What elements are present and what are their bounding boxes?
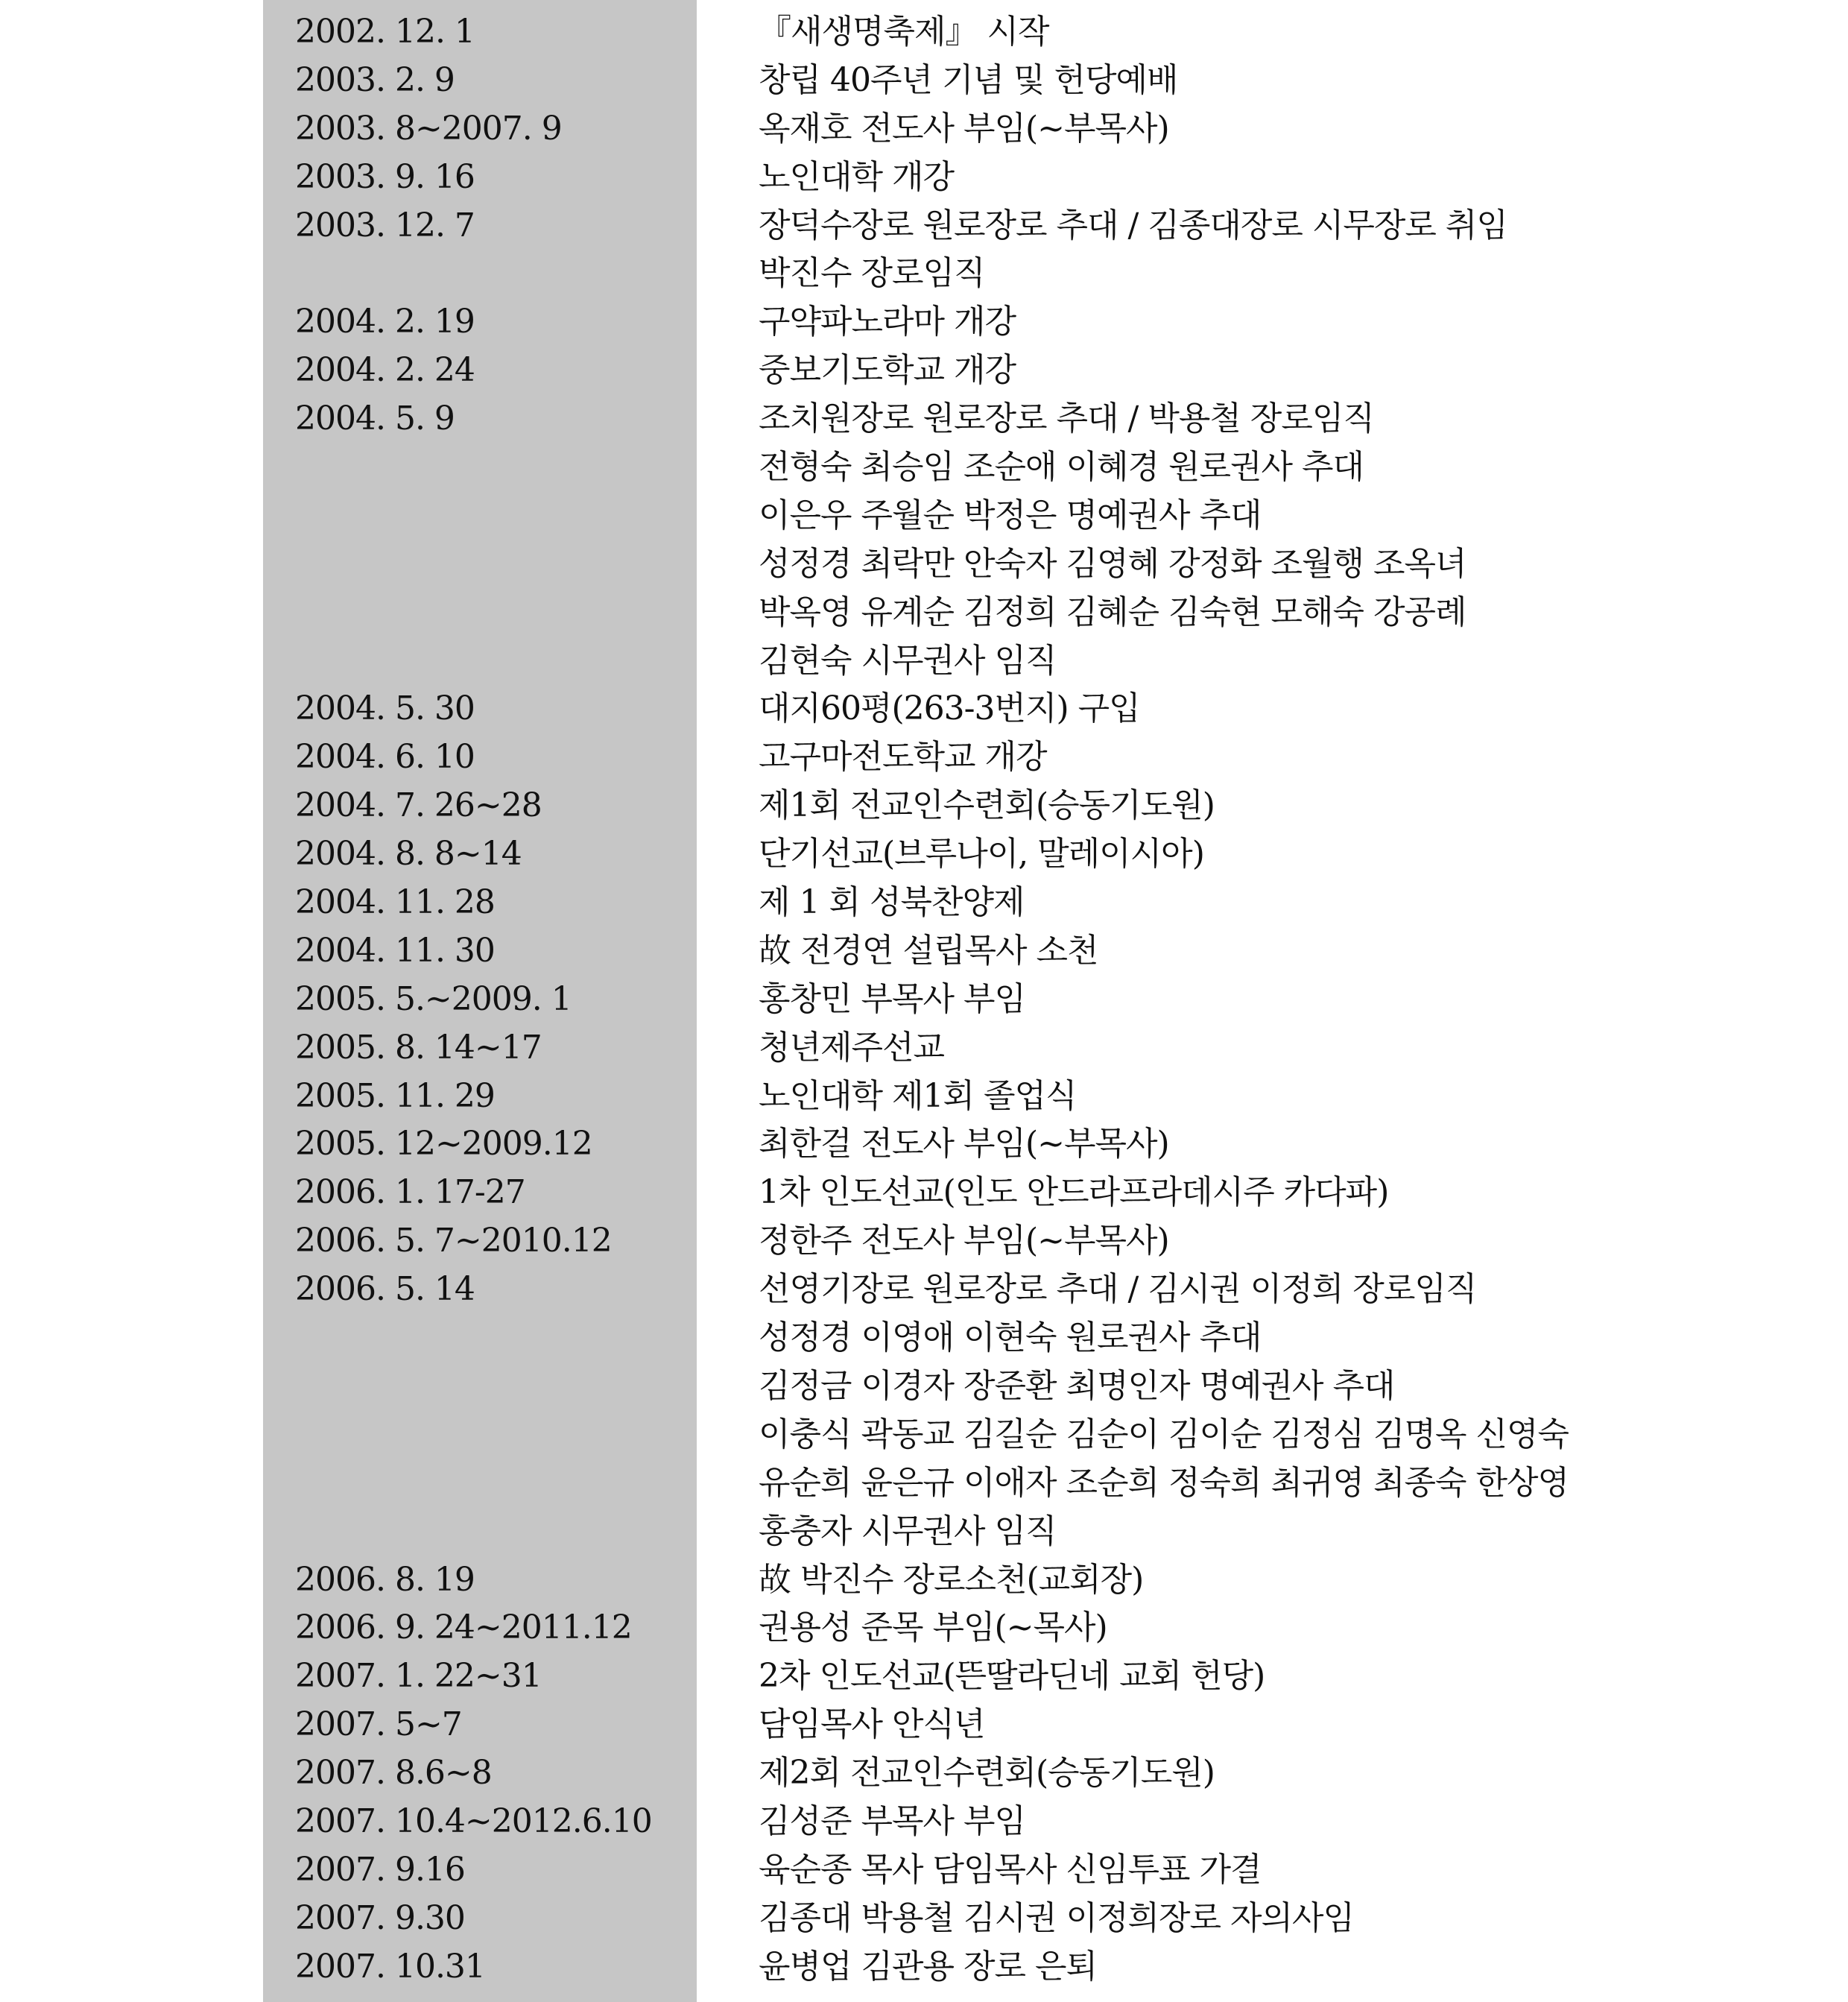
timeline-event: 제1회 전교인수련회(승동기도원): [759, 786, 1215, 825]
timeline-row: [0, 443, 1848, 492]
timeline-event: 권용성 준목 부임(~목사): [759, 1608, 1107, 1647]
timeline-date: 2004. 11. 28: [295, 883, 495, 922]
timeline-event: 창립 40주년 기념 및 헌당예배: [759, 60, 1178, 99]
timeline-date: 2004. 5. 9: [295, 400, 455, 438]
timeline-date: 2006. 1. 17-27: [295, 1173, 525, 1212]
timeline-event: 『새생명축제』 시작: [759, 13, 1049, 51]
timeline-date: 2007. 5~7: [295, 1705, 462, 1744]
timeline-date: 2003. 9. 16: [295, 157, 475, 196]
timeline-row: [0, 1362, 1848, 1411]
timeline-date: 2004. 2. 19: [295, 303, 475, 341]
timeline-date: 2006. 8. 19: [295, 1560, 475, 1599]
timeline-date: 2006. 9. 24~2011.12: [295, 1608, 632, 1647]
timeline-event: 청년제주선교: [759, 1028, 945, 1067]
timeline-event: 정한주 전도사 부임(~부목사): [759, 1222, 1169, 1260]
timeline-date: 2005. 8. 14~17: [295, 1028, 542, 1067]
timeline-date: 2002. 12. 1: [295, 13, 475, 51]
timeline-row: [0, 782, 1848, 830]
timeline-event: 중보기도학교 개강: [759, 351, 1016, 390]
timeline-date: 2007. 9.30: [295, 1898, 465, 1937]
timeline-event: 대지60평(263-3번지) 구입: [759, 689, 1140, 728]
timeline-event: 김종대 박용철 김시권 이정희장로 자의사임: [759, 1898, 1355, 1937]
timeline-date: 2007. 10.31: [295, 1947, 485, 1986]
timeline-row: [0, 1604, 1848, 1652]
timeline-row: [0, 105, 1848, 154]
timeline-event: 단기선교(브루나이, 말레이시아): [759, 835, 1204, 874]
timeline-date: 2007. 8.6~8: [295, 1754, 492, 1793]
timeline-row: [0, 1217, 1848, 1266]
timeline-row: [0, 1846, 1848, 1895]
timeline-event: 최한걸 전도사 부임(~부목사): [759, 1125, 1169, 1163]
timeline-event: 구약파노라마 개강: [759, 303, 1016, 341]
timeline-row: [0, 250, 1848, 298]
timeline-row: [0, 1798, 1848, 1846]
timeline-event: 이충식 곽동교 김길순 김순이 김이순 김정심 김명옥 신영숙: [759, 1415, 1569, 1453]
timeline-event: 윤병업 김관용 장로 은퇴: [759, 1947, 1097, 1986]
timeline-event: 노인대학 개강: [759, 157, 955, 196]
timeline-event: 제 1 회 성북찬양제: [759, 883, 1025, 922]
timeline-row: [0, 976, 1848, 1024]
timeline-row: [0, 830, 1848, 879]
timeline-event: 유순희 윤은규 이애자 조순희 정숙희 최귀영 최종숙 한상영: [759, 1463, 1569, 1502]
timeline-event: 노인대학 제1회 졸업식: [759, 1076, 1077, 1115]
timeline-row: [0, 8, 1848, 57]
timeline-date: 2003. 8~2007. 9: [295, 109, 562, 148]
timeline-row: [0, 1024, 1848, 1073]
timeline-row: [0, 395, 1848, 443]
timeline-event: 고구마전도학교 개강: [759, 738, 1047, 777]
timeline-date: 2007. 9.16: [295, 1850, 465, 1889]
timeline-row: [0, 492, 1848, 540]
timeline-event: 성정경 최락만 안숙자 김영혜 강정화 조월행 조옥녀: [759, 544, 1466, 583]
timeline-event: 성정경 이영애 이현숙 원로권사 추대: [759, 1319, 1262, 1357]
timeline-row: [0, 1943, 1848, 1992]
timeline-row: [0, 1508, 1848, 1556]
timeline-row: [0, 1895, 1848, 1943]
timeline-event: 선영기장로 원로장로 추대 / 김시권 이정희 장로임직: [759, 1270, 1477, 1309]
timeline-event: 김정금 이경자 장준환 최명인자 명예권사 추대: [759, 1366, 1395, 1405]
timeline: [0, 8, 1848, 1992]
timeline-row: [0, 1073, 1848, 1121]
timeline-row: [0, 1556, 1848, 1605]
timeline-event: 홍충자 시무권사 임직: [759, 1512, 1057, 1550]
timeline-event: 박옥영 유계순 김정희 김혜순 김숙현 모해숙 강공례: [759, 593, 1466, 631]
timeline-row: [0, 202, 1848, 250]
timeline-row: [0, 685, 1848, 733]
timeline-row: [0, 1701, 1848, 1749]
timeline-event: 김현숙 시무권사 임직: [759, 641, 1057, 680]
timeline-event: 김성준 부목사 부임: [759, 1802, 1026, 1840]
timeline-date: 2004. 5. 30: [295, 689, 475, 728]
timeline-row: [0, 154, 1848, 202]
timeline-row: [0, 298, 1848, 347]
timeline-event: 박진수 장로임직: [759, 254, 985, 293]
timeline-event: 홍창민 부목사 부임: [759, 979, 1026, 1018]
timeline-date: 2003. 2. 9: [295, 60, 455, 99]
timeline-date: 2007. 1. 22~31: [295, 1657, 542, 1696]
timeline-row: [0, 1266, 1848, 1314]
timeline-row: [0, 927, 1848, 976]
timeline-event: 제2회 전교인수련회(승동기도원): [759, 1754, 1215, 1793]
timeline-row: [0, 733, 1848, 782]
timeline-date: 2007. 10.4~2012.6.10: [295, 1802, 652, 1840]
timeline-date: 2004. 11. 30: [295, 931, 495, 970]
timeline-row: [0, 540, 1848, 589]
timeline-row: [0, 1749, 1848, 1798]
timeline-row: [0, 879, 1848, 927]
timeline-event: 전형숙 최승임 조순애 이혜경 원로권사 추대: [759, 448, 1364, 487]
timeline-date: 2003. 12. 7: [295, 206, 475, 244]
timeline-event: 故 전경연 설립목사 소천: [759, 931, 1098, 970]
timeline-event: 故 박진수 장로소천(교회장): [759, 1560, 1144, 1599]
timeline-row: [0, 1411, 1848, 1459]
timeline-date: 2005. 12~2009.12: [295, 1125, 592, 1163]
timeline-row: [0, 57, 1848, 105]
timeline-date: 2005. 5.~2009. 1: [295, 979, 572, 1018]
timeline-date: 2006. 5. 14: [295, 1270, 475, 1309]
timeline-row: [0, 637, 1848, 686]
timeline-date: 2004. 2. 24: [295, 351, 475, 390]
timeline-event: 1차 인도선교(인도 안드라프라데시주 카다파): [759, 1173, 1389, 1212]
timeline-event: 2차 인도선교(뜬딸라딘네 교회 헌당): [759, 1657, 1265, 1696]
timeline-event: 옥재호 전도사 부임(~부목사): [759, 109, 1169, 148]
timeline-row: [0, 1652, 1848, 1701]
timeline-event: 이은우 주월순 박정은 명예권사 추대: [759, 496, 1262, 534]
timeline-event: 조치원장로 원로장로 추대 / 박용철 장로임직: [759, 400, 1374, 438]
timeline-row: [0, 347, 1848, 395]
timeline-date: 2004. 7. 26~28: [295, 786, 542, 825]
timeline-row: [0, 589, 1848, 637]
timeline-row: [0, 1459, 1848, 1508]
timeline-date: 2004. 6. 10: [295, 738, 475, 777]
timeline-event: 육순종 목사 담임목사 신임투표 가결: [759, 1850, 1262, 1889]
timeline-date: 2004. 8. 8~14: [295, 835, 522, 874]
timeline-row: [0, 1120, 1848, 1169]
timeline-event: 장덕수장로 원로장로 추대 / 김종대장로 시무장로 취임: [759, 206, 1507, 244]
timeline-date: 2006. 5. 7~2010.12: [295, 1222, 612, 1260]
timeline-event: 담임목사 안식년: [759, 1705, 985, 1744]
timeline-row: [0, 1314, 1848, 1362]
timeline-date: 2005. 11. 29: [295, 1076, 495, 1115]
timeline-row: [0, 1169, 1848, 1217]
